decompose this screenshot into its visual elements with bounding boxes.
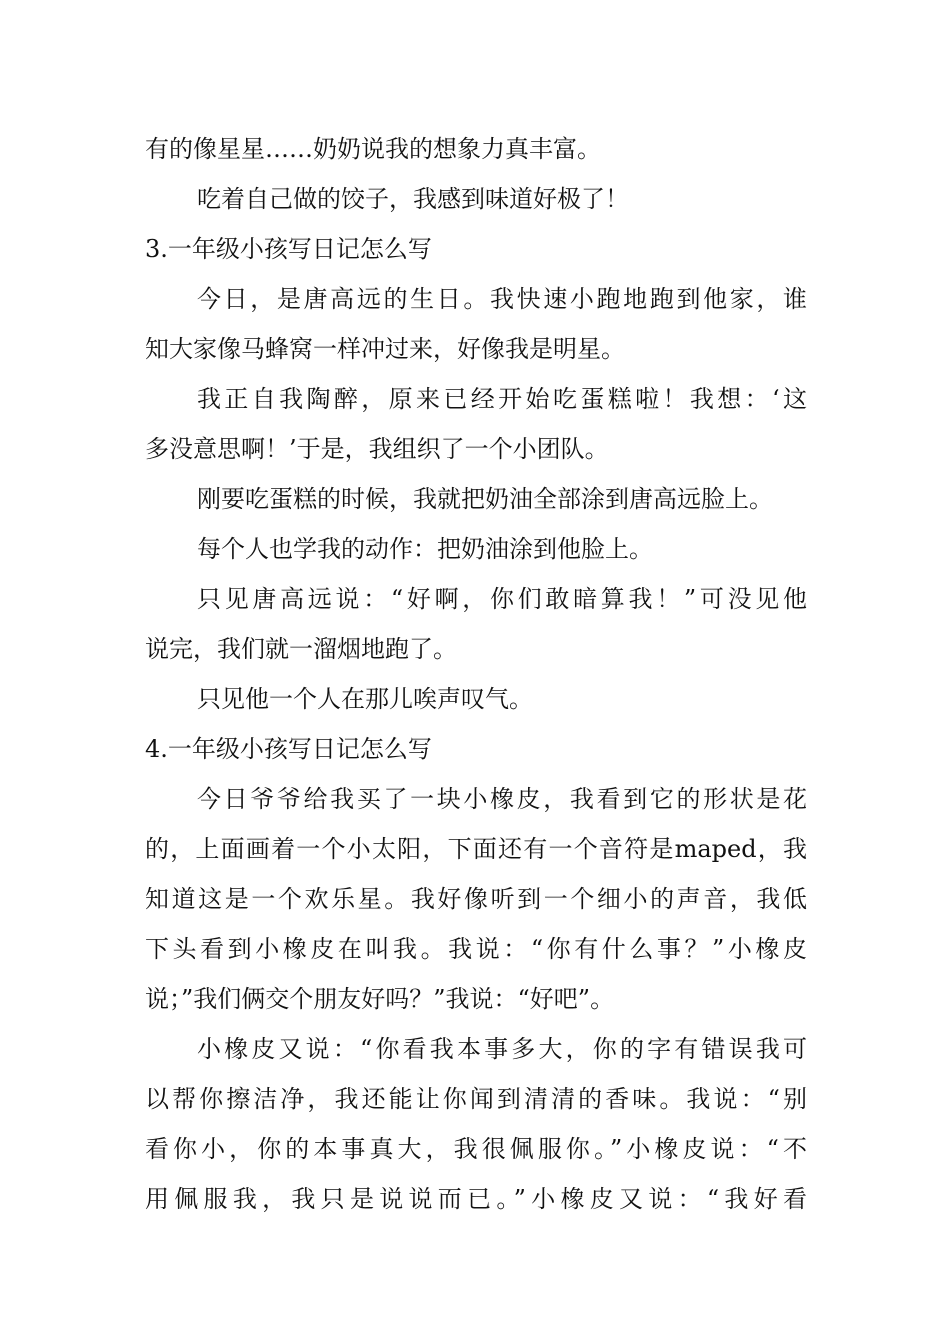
paragraph-line: 看你小，你的本事真大，我很佩服你。”小橡皮说：“不 [145,1135,807,1163]
paragraph-line: 说完，我们就一溜烟地跑了。 [145,635,457,663]
paragraph-line: 小橡皮又说：“你看我本事多大，你的字有错误我可 [197,1035,807,1063]
document-body [145,124,807,1224]
section-heading: 4.一年级小孩写日记怎么写 [145,735,432,763]
section-heading: 3.一年级小孩写日记怎么写 [145,235,432,263]
paragraph-line: 只见唐高远说：“好啊，你们敢暗算我！”可没见他 [197,585,807,613]
paragraph-line: 用佩服我，我只是说说而已。”小橡皮又说：“我好看 [145,1185,807,1213]
paragraph-line: 说；”我们俩交个朋友好吗？”我说：“好吧”。 [145,985,615,1013]
paragraph-line: 有的像星星……奶奶说我的想象力真丰富。 [145,135,601,163]
paragraph-line: 多没意思啊！’于是，我组织了一个小团队。 [145,435,609,463]
paragraph-line: 我正自我陶醉，原来已经开始吃蛋糕啦！我想：‘这 [197,385,807,413]
paragraph-line: 知道这是一个欢乐星。我好像听到一个细小的声音，我低 [145,885,807,913]
paragraph-line: 刚要吃蛋糕的时候，我就把奶油全部涂到唐高远脸上。 [197,485,773,513]
paragraph-line: 的，上面画着一个小太阳，下面还有一个音符是maped，我 [145,835,807,863]
paragraph-line: 每个人也学我的动作：把奶油涂到他脸上。 [197,535,653,563]
paragraph-line: 今日爷爷给我买了一块小橡皮，我看到它的形状是花 [197,785,807,813]
paragraph-line: 只见他一个人在那儿唉声叹气。 [197,685,533,713]
paragraph-line: 下头看到小橡皮在叫我。我说：“你有什么事？”小橡皮 [145,935,807,963]
paragraph-line: 知大家像马蜂窝一样冲过来，好像我是明星。 [145,335,625,363]
paragraph-line: 以帮你擦洁净，我还能让你闻到清清的香味。我说：“别 [145,1085,807,1113]
paragraph-line: 吃着自己做的饺子，我感到味道好极了！ [197,185,629,213]
paragraph-line: 今日，是唐高远的生日。我快速小跑地跑到他家，谁 [197,285,807,313]
